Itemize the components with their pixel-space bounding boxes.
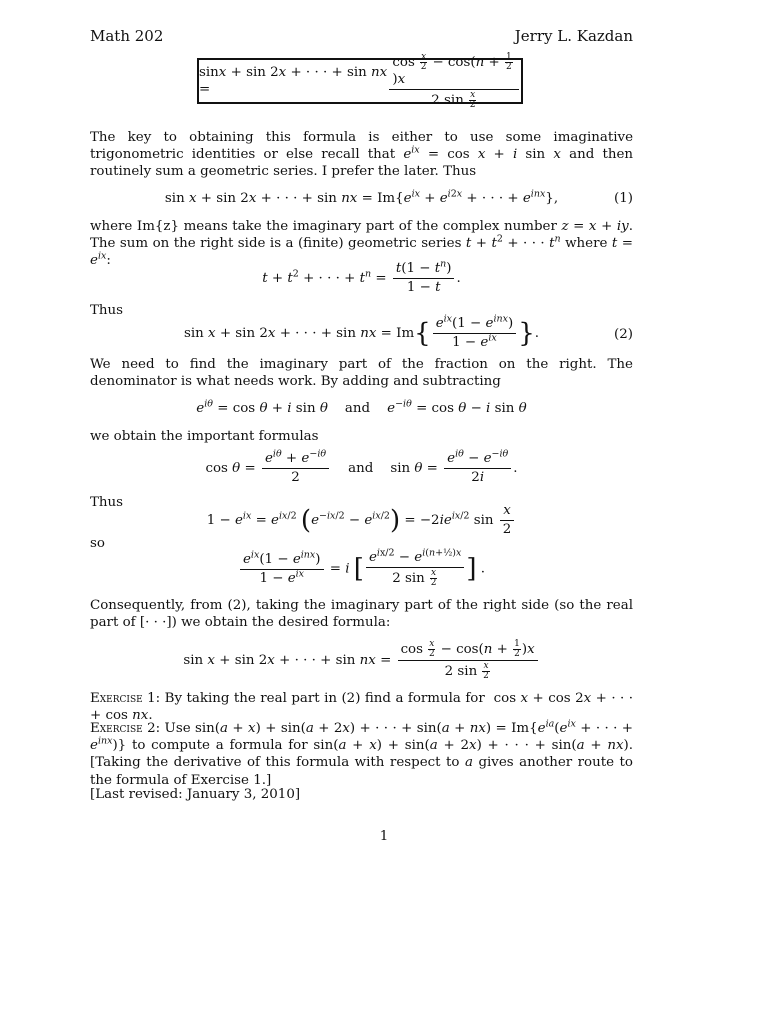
page-header [90,28,633,48]
thus-label-1: Thus [90,303,124,318]
equation-1: sin x + sin 2x + · · · + sin nx = $Im\{e^{ix} + e^{i2x}$ + · · · + $e^{inx}$}, (1) [164,188,633,206]
exercise-2-to: to compute a formula for [131,738,308,754]
intro-paragraph: The key to obtaining this formula is either to use some imaginative trigonometric identities or else recall that $e^{ix} = \cos x + i$ sin x and then routinely sum a geometric series. I prefer the later. Thus [90,130,633,180]
denominator-equation: $1 - e^{ix} = e^{ix/2}$ $(e^{-ix/2} - e^{ix/2}) = -2ie^{ix/2}$ sin $\frac{x}{2}$ [90,503,633,538]
so-label: so [90,536,105,551]
exercise-2-title: Exercise 2: [90,721,161,736]
obtain-text: we obtain the important formulas [90,429,319,444]
where-text-1: where Im{z} means take the imaginary part of the complex number [90,219,557,234]
equation-label-1: (1) [614,191,633,206]
and-word-2: and [348,461,374,476]
geometric-sum-equation: $t + t^2$ + · · · + $t^n$ = $\frac{t(1 - t^n)}{1 - t}$ . [262,258,461,295]
final-formula: sin x + sin 2x + · · · + sin nx = cos $\frac{x}{2}$ − cos(n + $\frac{1}{2}$ )x 2 sin $\frac{x}{2}$ [90,640,633,681]
exercise-1-title: Exercise 1: [90,691,161,706]
exercise-2-use: Use [164,721,191,736]
exercise-2-tail: . [Taking the derivative of this formula with respect to [90,738,634,771]
boxed-formula: sinx + sin 2x + · · · + sin nx = cos $\frac{x}{2}$ − cos(n + $\frac{1}{2}$ )x 2 sin $\frac{x}{2}$ [197,58,523,104]
last-revised: [Last revised: January 3, 2010] [90,787,301,802]
consequently-paragraph: Consequently, from (2), taking the imaginary part of the right side (so the real part of [· · ·]) we obtain the desired formula: [90,598,633,631]
exercise-2-tail2: gives another route to the formula of Exercise 1.] [90,755,633,788]
intro-text-2: and then routinely sum a geometric series. I prefer the later. Thus [90,147,633,180]
exercise-1: Exercise 1: By taking the real part in (2) find a formula for cos x + cos 2x + · · · + cos nx. [90,691,633,724]
equation-2: sin x + sin 2x + · · · + sin nx = Im{ $\frac{e^{ix}(1 - e^{inx})}{1 - e^{ix}}$ }. (2) [183,313,633,350]
where-text-3: where [565,236,608,252]
fraction-equation: $\frac{e^{ix}(1 - e^{inx})}{1 - e^{ix}}$ = i [ $e^{ix/2} - e^{i(n+\frac{1}{2})x}$ 2 sin $\frac{x}{2}$ ] . [90,550,633,588]
cos-sin-formulas: cos θ = $\frac{e^{i\theta} + e^{-i\theta}}{2}$ and sin θ = $\frac{e^{i\theta} - e^{-i\theta}}{2i}$ . [205,448,518,485]
exercise-2: Exercise 2: Use sin(a + x) + sin(a + 2x) + · · · + $\sin(a + nx) = Im\{e^{ia}(e^{ix}$ + · · · + $e^{inx}$)} to compute a formula for sin(a + x) + sin(a + 2x) + · · · + sin(a + nx). [Taking the derivative of this formula with respect to a gives another route to the formula of Exercise 1.] [90,718,634,788]
intro-text-1: The key to obtaining this formula is either to use some imaginative trigonometric identities or else recall that [90,130,633,163]
author-name: Jerry L. Kazdan [514,27,633,45]
denominator-paragraph: We need to find the imaginary part of the fraction on the right. The denominator is what needs work. By adding and subtracting [90,357,633,390]
boxed-fraction: cos $\frac{x}{2}$ − cos(n + $\frac{1}{2}$ )x 2 sin $\frac{x}{2}$ [389,53,519,110]
where-text-2: . The sum on the right side is a (finite) geometric series [90,219,634,252]
euler-identities: $e^{i\theta} = \cos \theta + i$ sin θ and $e^{-i\theta} = \cos \theta - i$ sin θ [196,398,527,416]
page-number: 1 [379,829,389,844]
exercise-1-text: By taking the real part in (2) find a formula for [164,691,485,706]
thus-label-2: Thus [90,495,124,510]
course-name: Math 202 [90,27,164,45]
and-word-1: and [344,401,371,416]
where-paragraph: where Im{z} means take the imaginary part of the complex number z = x + iy. The sum on the right side is a (finite) geometric series $t + t^2$ + · · · $t^n$ where $t = e^{ix}$: [90,219,634,269]
equation-label-2: (2) [614,327,633,342]
